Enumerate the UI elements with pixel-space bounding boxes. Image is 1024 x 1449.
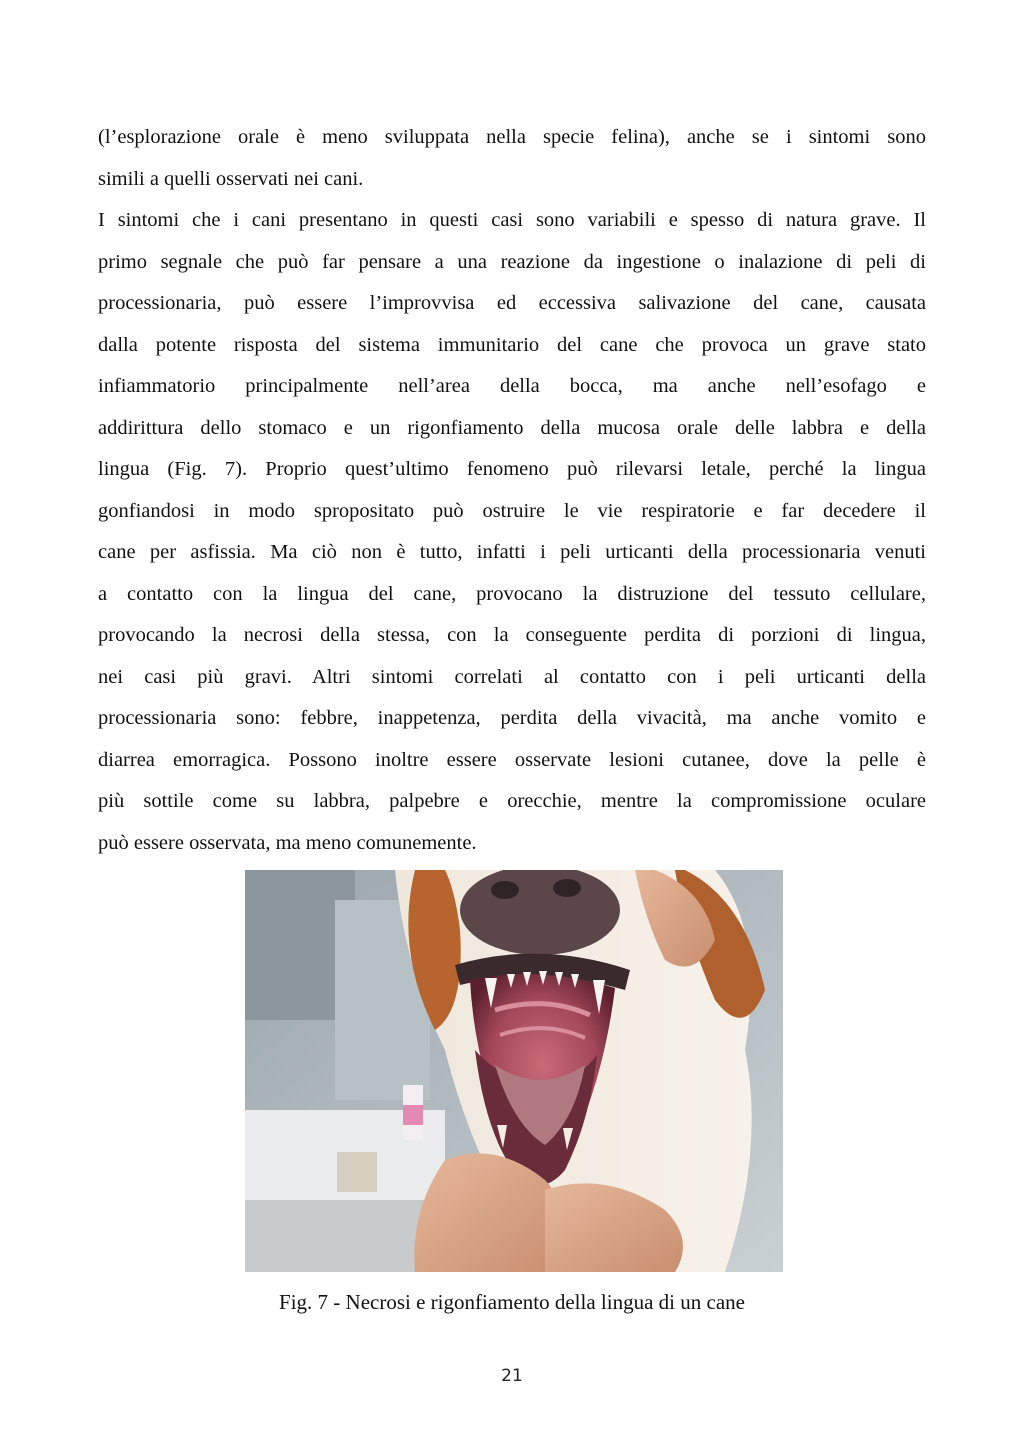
body-line: simili a quelli osservati nei cani. xyxy=(98,167,364,190)
body-line: processionaria, può essere l’improvvisa ed eccessiva salivazione del cane, causata xyxy=(98,292,926,314)
photo-box xyxy=(337,1152,377,1192)
body-line: infiammatorio principalmente nell’area della bocca, ma anche nell’esofago e xyxy=(98,375,926,397)
figure-caption: Fig. 7 - Necrosi e rigonfiamento della lingua di un cane xyxy=(279,1290,745,1314)
body-line: dalla potente risposta del sistema immunitario del cane che provoca un grave stato xyxy=(98,333,926,356)
body-line: gonfiandosi in modo spropositato può ostruire le vie respiratorie e far decedere il xyxy=(98,499,926,522)
body-text xyxy=(98,117,926,864)
body-line: lingua (Fig. 7). Proprio quest’ultimo fenomeno può rilevarsi letale, perché la lingua xyxy=(98,458,926,480)
body-line: più sottile come su labbra, palpebre e orecchie, mentre la compromissione oculare xyxy=(98,790,926,812)
body-line: I sintomi che i cani presentano in questi casi sono variabili e spesso di natura grave. Il xyxy=(98,209,926,231)
dog-nostril-left xyxy=(491,881,519,899)
body-line: nei casi più gravi. Altri sintomi correlati al contatto con i peli urticanti della xyxy=(98,665,926,688)
photo-bottle-label xyxy=(403,1105,423,1125)
dog-nostril-right xyxy=(553,879,581,897)
figure-photo xyxy=(245,870,783,1272)
body-line: può essere osservata, ma meno comunemente. xyxy=(98,831,477,854)
body-line: addirittura dello stomaco e un rigonfiamento della mucosa orale delle labbra e della xyxy=(98,416,926,439)
body-line: a contatto con la lingua del cane, provocano la distruzione del tessuto cellulare, xyxy=(98,582,926,605)
body-line: primo segnale che può far pensare a una reazione da ingestione o inalazione di peli di xyxy=(98,250,926,273)
body-line: (l’esplorazione orale è meno sviluppata nella specie felina), anche se i sintomi sono xyxy=(98,126,926,148)
body-line: cane per asfissia. Ma ciò non è tutto, infatti i peli urticanti della processionaria venuti xyxy=(98,541,926,563)
body-line: diarrea emorragica. Possono inoltre essere osservate lesioni cutanee, dove la pelle è xyxy=(98,748,926,771)
page-number: 21 xyxy=(501,1366,523,1386)
body-line: provocando la necrosi della stessa, con la conseguente perdita di porzioni di lingua, xyxy=(98,624,926,646)
body-line: processionaria sono: febbre, inappetenza, perdita della vivacità, ma anche vomito e xyxy=(98,707,926,729)
